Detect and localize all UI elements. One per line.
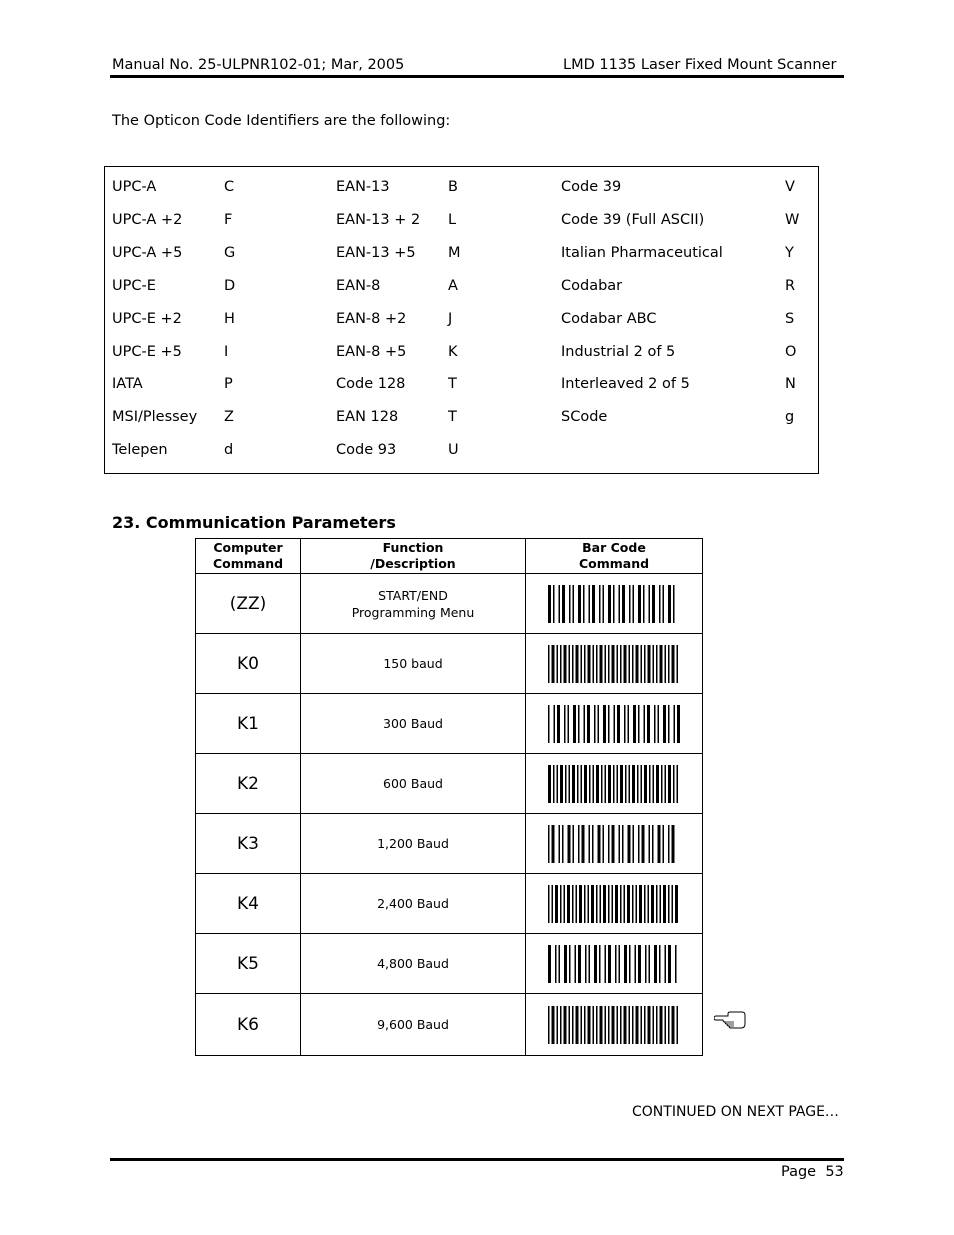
code-name: Codabar xyxy=(561,277,623,294)
communication-parameters-table xyxy=(195,538,703,1056)
function-description: 9,600 Baud xyxy=(301,994,526,1056)
function-description: 1,200 Baud xyxy=(301,814,526,874)
table-row xyxy=(196,694,703,754)
code-name: EAN-8 +5 xyxy=(336,343,407,360)
function-description: START/END Programming Menu xyxy=(301,574,526,634)
table-row xyxy=(196,634,703,694)
pointing-hand-icon xyxy=(714,1010,748,1030)
code-name: SCode xyxy=(561,409,608,426)
code-name: EAN 128 xyxy=(336,409,399,426)
computer-command: K2 xyxy=(196,754,301,814)
code-identifier: J xyxy=(448,310,453,327)
header-divider xyxy=(110,75,844,78)
code-identifier: Z xyxy=(224,409,234,426)
code-identifier: V xyxy=(785,179,795,195)
header-bar-code-command: Bar Code Command xyxy=(526,539,703,574)
computer-command: K5 xyxy=(196,934,301,994)
header-product-title: LMD 1135 Laser Fixed Mount Scanner xyxy=(563,57,837,73)
code-identifier: T xyxy=(448,376,457,393)
code-name: Code 39 xyxy=(561,179,622,195)
continued-note: CONTINUED ON NEXT PAGE… xyxy=(632,1104,839,1120)
header-function-description: Function /Description xyxy=(301,539,526,574)
page-number: Page 53 xyxy=(781,1164,844,1180)
table-header-row xyxy=(196,539,703,574)
code-name: UPC-E +2 xyxy=(112,310,182,327)
bar-code-command xyxy=(526,754,703,814)
barcode-image xyxy=(548,825,680,863)
code-name: EAN-13 xyxy=(336,179,390,195)
barcode-image xyxy=(548,585,680,623)
function-description: 600 Baud xyxy=(301,754,526,814)
computer-command: K6 xyxy=(196,994,301,1056)
code-identifier: M xyxy=(448,244,461,261)
computer-command: K3 xyxy=(196,814,301,874)
code-identifier: O xyxy=(785,343,797,360)
bar-code-command xyxy=(526,694,703,754)
barcode-image xyxy=(548,1006,680,1044)
code-identifier: g xyxy=(785,409,795,426)
code-identifier: G xyxy=(224,244,236,261)
computer-command: K0 xyxy=(196,634,301,694)
barcode-image xyxy=(548,885,680,923)
code-identifier: B xyxy=(448,179,458,195)
bar-code-command xyxy=(526,874,703,934)
code-identifier: C xyxy=(224,179,235,195)
code-identifier: D xyxy=(224,277,236,294)
function-description: 2,400 Baud xyxy=(301,874,526,934)
code-identifier: I xyxy=(224,343,229,360)
code-name: MSI/Plessey xyxy=(112,409,198,426)
code-name: UPC-A +2 xyxy=(112,211,183,228)
code-identifier: A xyxy=(448,277,458,294)
code-name: Code 128 xyxy=(336,376,406,393)
code-identifier: N xyxy=(785,376,796,393)
computer-command: K1 xyxy=(196,694,301,754)
function-description: 300 Baud xyxy=(301,694,526,754)
bar-code-command xyxy=(526,574,703,634)
code-name: UPC-E +5 xyxy=(112,343,182,360)
barcode-image xyxy=(548,705,680,743)
code-name: Telepen xyxy=(112,442,168,459)
bar-code-command xyxy=(526,994,703,1056)
table-row xyxy=(196,934,703,994)
barcode-image xyxy=(548,945,680,983)
code-identifier: K xyxy=(448,343,458,360)
code-name: UPC-A xyxy=(112,179,157,195)
bar-code-command xyxy=(526,814,703,874)
function-description: 4,800 Baud xyxy=(301,934,526,994)
barcode-image xyxy=(548,765,680,803)
bar-code-command xyxy=(526,634,703,694)
code-name: EAN-8 xyxy=(336,277,381,294)
section-title: 23. Communication Parameters xyxy=(112,513,396,532)
code-identifier: P xyxy=(224,376,233,393)
header-manual-number: Manual No. 25-ULPNR102-01; Mar, 2005 xyxy=(112,57,405,73)
table-row xyxy=(196,994,703,1056)
computer-command: (ZZ) xyxy=(196,574,301,634)
code-identifier: R xyxy=(785,277,796,294)
code-name: EAN-13 +5 xyxy=(336,244,416,261)
code-name: Code 93 xyxy=(336,442,397,459)
code-identifier: T xyxy=(448,409,457,426)
computer-command: K4 xyxy=(196,874,301,934)
footer-divider xyxy=(110,1158,844,1161)
code-name: IATA xyxy=(112,376,143,393)
code-name: Code 39 (Full ASCII) xyxy=(561,211,705,228)
code-name: Italian Pharmaceutical xyxy=(561,244,723,261)
code-name: Interleaved 2 of 5 xyxy=(561,376,690,393)
code-identifier: S xyxy=(785,310,795,327)
bar-code-command xyxy=(526,934,703,994)
code-name: UPC-A +5 xyxy=(112,244,183,261)
code-identifier: W xyxy=(785,211,800,228)
barcode-image xyxy=(548,645,680,683)
table-row xyxy=(196,814,703,874)
code-identifier: d xyxy=(224,442,234,459)
table-row xyxy=(196,754,703,814)
code-identifier: F xyxy=(224,211,233,228)
intro-text: The Opticon Code Identifiers are the following: xyxy=(112,113,451,129)
code-identifier: Y xyxy=(785,244,794,261)
code-name: Industrial 2 of 5 xyxy=(561,343,676,360)
table-row xyxy=(196,874,703,934)
code-name: EAN-8 +2 xyxy=(336,310,407,327)
code-name: Codabar ABC xyxy=(561,310,657,327)
function-description: 150 baud xyxy=(301,634,526,694)
code-identifier: U xyxy=(448,442,459,459)
code-identifier: H xyxy=(224,310,235,327)
header-computer-command: Computer Command xyxy=(196,539,301,574)
code-identifier-table xyxy=(104,166,819,474)
code-identifier: L xyxy=(448,211,457,228)
code-name: UPC-E xyxy=(112,277,156,294)
code-name: EAN-13 + 2 xyxy=(336,211,421,228)
table-row xyxy=(196,574,703,634)
